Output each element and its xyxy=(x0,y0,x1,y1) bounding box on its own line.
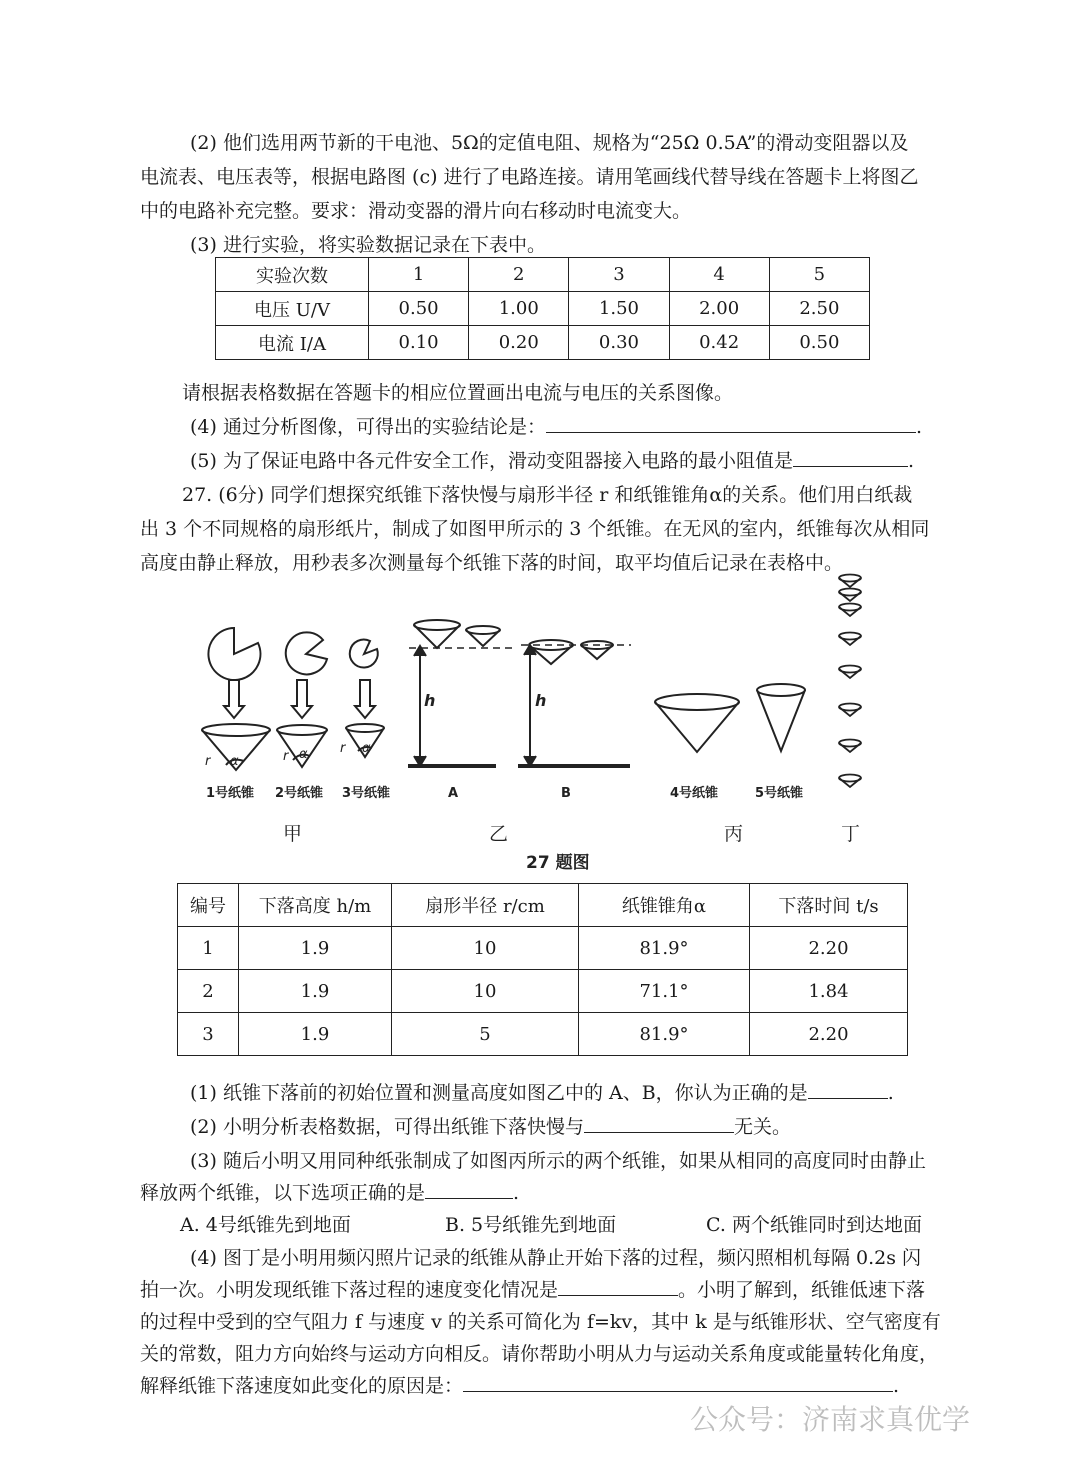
svg-text:r: r xyxy=(340,741,346,756)
cone-5-icon xyxy=(757,684,805,751)
svg-text:α: α xyxy=(362,741,371,756)
section-jia: 甲 xyxy=(283,823,303,845)
option-b[interactable]: B. 5号纸锥先到地面 xyxy=(445,1214,617,1236)
table-row: 实验次数 1 2 3 4 5 xyxy=(216,258,870,292)
cone-label-4: 4号纸锥 xyxy=(670,786,719,801)
table-row: 电压 U/V 0.50 1.00 1.50 2.00 2.50 xyxy=(216,292,870,326)
q26-part3: (3) 进行实验，将实验数据记录在下表中。 xyxy=(190,234,546,256)
figure-caption: 27 题图 xyxy=(526,853,590,873)
q26-part2-line2: 电流表、电压表等，根据电路图 (c) 进行了电路连接。请用笔画线代替导线在答题卡上将图乙 xyxy=(140,166,919,188)
option-a[interactable]: A. 4号纸锥先到地面 xyxy=(180,1214,351,1236)
table-row: 电流 I/A 0.10 0.20 0.30 0.42 0.50 xyxy=(216,326,870,360)
answer-blank[interactable] xyxy=(808,1079,888,1099)
q27-intro-line3: 高度由静止释放，用秒表多次测量每个纸锥下落的时间，取平均值后记录在表格中。 xyxy=(140,552,844,574)
cone-label-1: 1号纸锥 xyxy=(206,786,255,801)
q26-data-table xyxy=(215,257,870,360)
height-label: h xyxy=(424,691,436,710)
watermark: 公众号：济南求真优学 xyxy=(690,1403,971,1436)
q26-part4: (4) 通过分析图像，可得出的实验结论是： . xyxy=(190,412,922,439)
cone-label-3: 3号纸锥 xyxy=(342,786,391,801)
q27-data-table xyxy=(177,883,908,1056)
cone-label-5: 5号纸锥 xyxy=(755,786,804,801)
arrow-down-icon xyxy=(292,680,312,718)
answer-blank[interactable] xyxy=(425,1179,513,1199)
answer-blank[interactable] xyxy=(546,413,916,433)
q27-sub3-line1: (3) 随后小明又用同种纸张制成了如图丙所示的两个纸锥，如果从相同的高度同时由静止 xyxy=(190,1150,926,1172)
height-label: h xyxy=(535,691,547,710)
answer-blank[interactable] xyxy=(558,1276,678,1296)
option-c[interactable]: C. 两个纸锥同时到达地面 xyxy=(706,1214,922,1236)
q27-sub1: (1) 纸锥下落前的初始位置和测量高度如图乙中的 A、B，你认为正确的是 . xyxy=(190,1078,894,1105)
svg-text:r: r xyxy=(205,754,211,769)
q26-after-table: 请根据表格数据在答题卡的相应位置画出电流与电压的关系图像。 xyxy=(182,382,734,404)
table-row: 1 1.9 10 81.9° 2.20 xyxy=(178,927,908,970)
q27-sub4-line2: 拍一次。小明发现纸锥下落过程的速度变化情况是 。小明了解到，纸锥低速下落 xyxy=(140,1275,925,1302)
label-a: A xyxy=(448,786,459,801)
cone-4-icon xyxy=(655,694,739,752)
sector-3-icon xyxy=(350,640,378,668)
label-b: B xyxy=(561,786,571,801)
q27-sub3-line2: 释放两个纸锥，以下选项正确的是 . xyxy=(140,1178,519,1205)
q27-sub4-line4: 关的常数，阻力方向始终与运动方向相反。请你帮助小明从力与运动关系角度或能量转化角度， xyxy=(140,1343,939,1365)
answer-blank[interactable] xyxy=(793,447,908,467)
q26-part5: (5) 为了保证电路中各元件安全工作，滑动变阻器接入电路的最小阻值是 . xyxy=(190,446,914,473)
sector-1-icon xyxy=(208,628,260,680)
q27-intro-line2: 出 3 个不同规格的扇形纸片，制成了如图甲所示的 3 个纸锥。在无风的室内，纸锥每次从相同 xyxy=(140,518,930,540)
arrow-down-icon xyxy=(224,680,244,718)
section-bing: 丙 xyxy=(724,823,744,845)
q27-sub2: (2) 小明分析表格数据，可得出纸锥下落快慢与 无关。 xyxy=(190,1112,791,1139)
q27-figure xyxy=(0,565,1080,875)
section-yi: 乙 xyxy=(489,823,509,845)
q27-sub4-line5: 解释纸锥下落速度如此变化的原因是： . xyxy=(140,1371,899,1398)
q27-sub4-line3: 的过程中受到的空气阻力 f 与速度 v 的关系可简化为 f=kv，其中 k 是与纸锥形状、空气密度有 xyxy=(140,1311,941,1333)
cone-label-2: 2号纸锥 xyxy=(275,786,324,801)
strobe-cones-diagram xyxy=(839,575,861,788)
answer-blank[interactable] xyxy=(463,1372,893,1392)
q27-sub4-line1: (4) 图丁是小明用频闪照片记录的纸锥从静止开始下落的过程，频闪照相机每隔 0.2s 闪 xyxy=(190,1247,922,1269)
table-row: 2 1.9 10 71.1° 1.84 xyxy=(178,970,908,1013)
q26-part2-line3: 中的电路补充完整。要求：滑动变器的滑片向右移动时电流变大。 xyxy=(140,200,692,222)
table-row: 3 1.9 5 81.9° 2.20 xyxy=(178,1013,908,1056)
svg-text:α: α xyxy=(230,754,239,769)
q26-part2-line1: (2) 他们选用两节新的干电池、5Ω的定值电阻、规格为“25Ω 0.5A”的滑动变阻器以及 xyxy=(190,132,909,154)
arrow-down-icon xyxy=(355,680,375,718)
table-header-row: 编号 下落高度 h/m 扇形半径 r/cm 纸锥锥角α 下落时间 t/s xyxy=(178,884,908,927)
q27-intro-line1: 27. (6分) 同学们想探究纸锥下落快慢与扇形半径 r 和纸锥锥角α的关系。他们用白纸裁 xyxy=(182,484,913,506)
answer-blank[interactable] xyxy=(584,1113,734,1133)
sector-2-icon xyxy=(286,632,327,674)
svg-text:α: α xyxy=(299,747,308,762)
section-ding: 丁 xyxy=(841,823,861,845)
svg-text:r: r xyxy=(283,749,289,764)
